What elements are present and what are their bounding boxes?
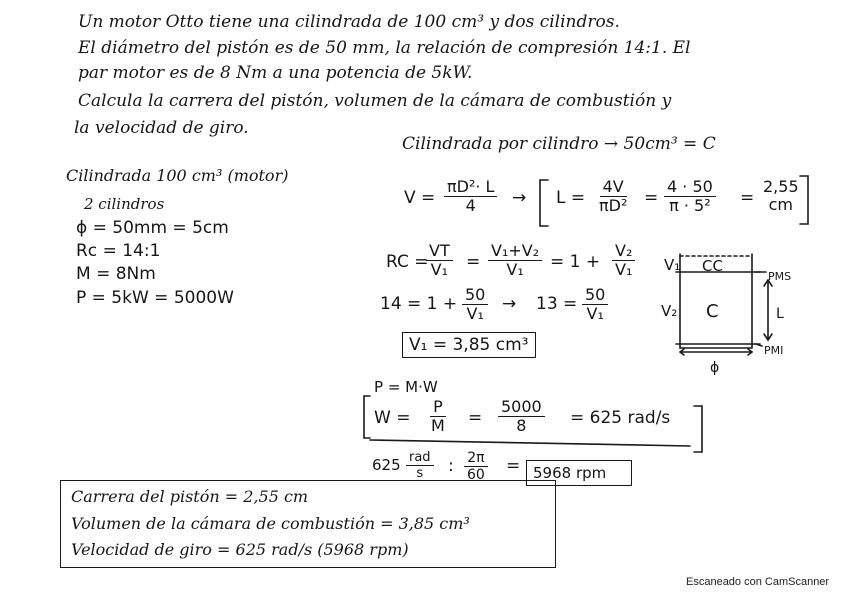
summary-line-3: Velocidad de giro = 625 rad/s (5968 rpm) (71, 540, 409, 559)
rpm-result: 5968 rpm (533, 464, 607, 482)
diagram-pms: PMS (768, 270, 792, 283)
problem-line-3: par motor es de 8 Nm a una potencia de 5kW. (78, 63, 473, 83)
rc2-frac-1-den: V₁ (466, 304, 484, 323)
formula-l-lhs: L = (556, 188, 586, 208)
rc2-frac-2-num: 50 (582, 286, 608, 305)
summary-line-2: Volumen de la cámara de combustión = 3,85 cm³ (71, 514, 470, 533)
stroke-arrow (764, 280, 772, 340)
bracket-left-w (364, 396, 370, 438)
diagram-pmi: PMI (764, 344, 784, 357)
diagram-c: C (706, 301, 719, 322)
formula-l-den: πD² (599, 196, 628, 215)
summary-line-1: Carrera del pistón = 2,55 cm (71, 487, 309, 506)
rc2-frac-2-den: V₁ (586, 304, 604, 323)
problem-line-1: Un motor Otto tiene una cilindrada de 100 cm³ y dos cilindros. (78, 12, 620, 32)
power-frac-2-num: 5000 (498, 398, 545, 417)
formula-arrow: → (512, 188, 527, 208)
formula-v-den: 4 (465, 196, 476, 215)
rpm-frac-2-den: 60 (467, 467, 485, 483)
rc-frac-1-den: V₁ (430, 260, 449, 279)
formula-eq-2: = (740, 188, 755, 208)
problem-line-5: la velocidad de giro. (74, 118, 249, 138)
power-frac-1-num: P (430, 398, 446, 417)
power-frac-1-den: M (431, 416, 445, 435)
rpm-op: : (448, 456, 454, 476)
power-line: P = M·W (374, 378, 438, 396)
formula-l-num: 4V (600, 178, 627, 197)
rc2-frac-1-num: 50 (462, 286, 488, 305)
formula-sub-num: 4 · 50 (664, 178, 716, 197)
diagram-cc: CC (702, 257, 723, 275)
bracket-right-w (694, 406, 702, 452)
data-diametro: ϕ = 50mm = 5cm (76, 218, 229, 238)
scanner-footer: Escaneado con CamScanner (686, 576, 830, 588)
underline-w (370, 440, 690, 446)
power-result: = 625 rad/s (570, 408, 671, 428)
power-w-lhs: W = (374, 408, 411, 428)
data-potencia: P = 5kW = 5000W (76, 288, 234, 308)
rc-eq-1: = (466, 252, 481, 272)
formula-result-den: cm (768, 195, 793, 214)
rpm-lead: 625 (372, 456, 401, 474)
formula-result-num: 2,55 (763, 177, 799, 196)
rc-frac-3-den: V₁ (615, 260, 633, 279)
cylinder-outline (680, 254, 752, 348)
formula-sub-den: π · 5² (669, 196, 711, 215)
rc-frac-2-den: V₁ (506, 260, 524, 279)
problem-line-4: Calcula la carrera del pistón, volumen de la cámara de combustión y (78, 91, 672, 111)
rc-frac-1-num: VT (426, 242, 453, 261)
rpm-frac-2-num: 2π (464, 450, 487, 467)
bracket-left-l (540, 180, 548, 226)
diagram-l: L (776, 306, 784, 322)
rpm-frac-1-num: rad (406, 450, 434, 466)
bracket-right-l (800, 176, 808, 224)
data-cilindrada: Cilindrada 100 cm³ (motor) (66, 166, 289, 185)
diagram-v1: V₁ (664, 256, 681, 274)
v1-result: V₁ = 3,85 cm³ (409, 335, 529, 355)
problem-line-2: El diámetro del pistón es de 50 mm, la relación de compresión 14:1. El (78, 38, 691, 58)
rc-frac-2-num: V₁+V₂ (488, 242, 542, 261)
rc2-arrow: → (502, 294, 517, 314)
formula-v-lhs: V = (404, 188, 436, 208)
pmi-pointer (756, 344, 762, 346)
rc2-lhs: 14 = 1 + (380, 294, 458, 314)
rpm-eq: = (506, 456, 521, 476)
data-cilindros: 2 cilindros (84, 195, 165, 213)
rpm-frac-1-den: s (416, 466, 424, 481)
data-par: M = 8Nm (76, 264, 156, 284)
rc2-mid: 13 = (536, 294, 578, 314)
rc-eq-2: = 1 + (550, 252, 601, 272)
diagram-phi: ϕ (710, 360, 720, 376)
cyl-per-cylinder: Cilindrada por cilindro → 50cm³ = C (402, 134, 716, 154)
formula-eq-1: = (644, 188, 659, 208)
power-eq-1: = (468, 408, 483, 428)
diagram-v2: V₂ (661, 302, 678, 320)
rc-frac-3-num: V₂ (612, 242, 635, 261)
data-rc: Rc = 14:1 (76, 241, 161, 261)
phi-arrow (680, 349, 752, 355)
power-frac-2-den: 8 (516, 416, 527, 435)
formula-v-num: πD²· L (444, 178, 497, 197)
rc-lhs: RC = (386, 252, 429, 272)
